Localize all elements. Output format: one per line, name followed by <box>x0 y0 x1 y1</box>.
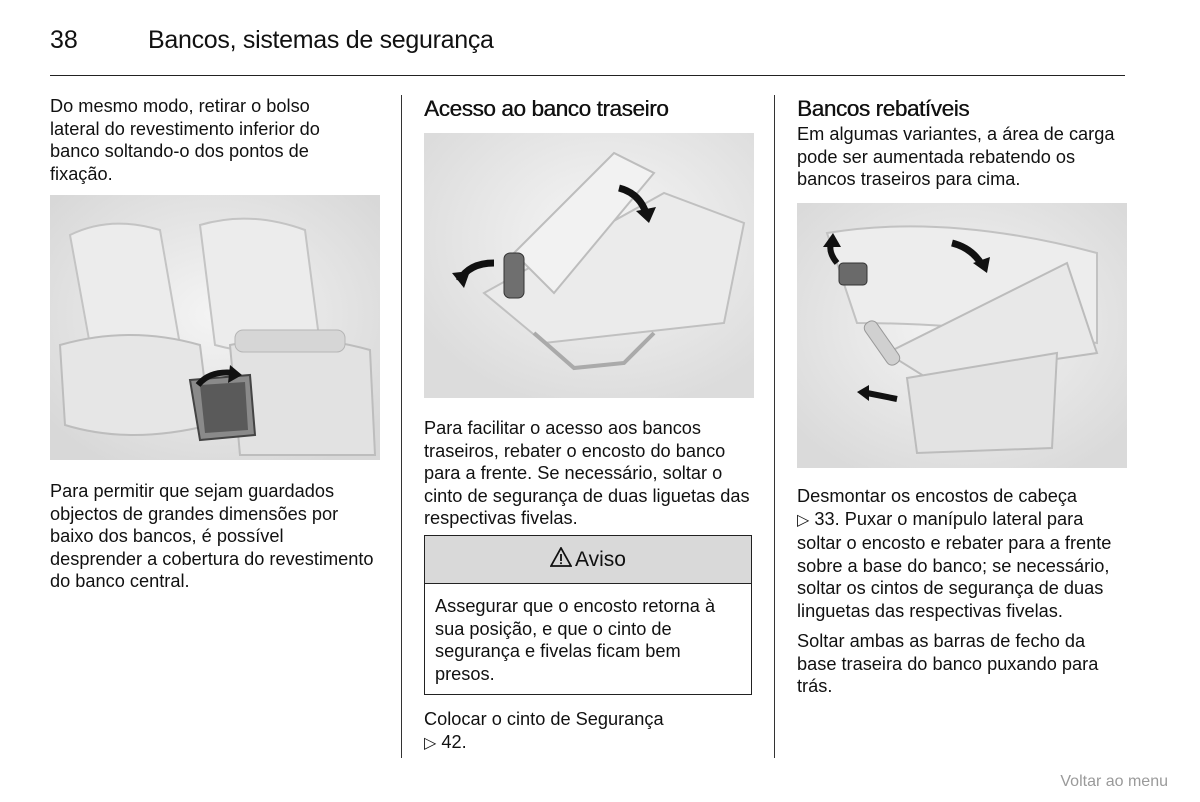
col3-paragraph-2 <box>797 485 1127 622</box>
col2-paragraph-1: Para facilitar o acesso aos bancos traseiros, rebater o encosto do banco para a frente. Se necessário, soltar o cinto de segurança de duas liguetas das respectivas fivelas. <box>424 418 750 528</box>
col3-reference-page: 33. <box>814 508 840 529</box>
warning-title: Aviso <box>575 547 626 571</box>
col1-paragraph-1: Do mesmo modo, retirar o bolso lateral do revestimento inferior do banco soltando-o dos pontos de fixação. <box>50 96 320 184</box>
column-divider-2 <box>774 95 775 758</box>
warning-text: Assegurar que o encosto retorna à sua posição, e que o cinto de segurança e fivelas ficam bem presos. <box>435 596 716 684</box>
col3-paragraph-2-lead: Desmontar os encostos de cabeça <box>797 486 1078 506</box>
column-2-text <box>424 417 754 530</box>
col2-reference[interactable] <box>424 731 754 756</box>
column-2 <box>424 95 754 123</box>
column-3 <box>797 95 1127 191</box>
reference-arrow-icon[interactable]: ▷ <box>797 511 810 529</box>
illustration-folding-seats <box>797 203 1127 468</box>
column-2-bottom <box>424 708 754 755</box>
col2-reference-page: 42. <box>441 731 467 752</box>
back-to-menu-link[interactable]: Voltar ao menu <box>1060 773 1168 790</box>
col3-paragraph-2-body: Puxar o manípulo lateral para soltar o encosto e rebater para a frente sobre a base do banco; se necessário, soltar os cintos de segurança de duas linguetas das respectivas fivelas. <box>797 508 1112 621</box>
page-title: Bancos, sistemas de segurança <box>148 26 494 54</box>
column-divider-1 <box>401 95 402 758</box>
col2-paragraph-2: Colocar o cinto de Segurança <box>424 709 664 729</box>
column-1-lower <box>50 480 380 593</box>
warning-header <box>425 536 751 584</box>
column-3-text <box>797 485 1127 698</box>
header-rule <box>50 75 1125 76</box>
col3-paragraph-1: Em algumas variantes, a área de carga pode ser aumentada rebatendo os bancos traseiros para cima. <box>797 124 1115 189</box>
section-heading-rear-seat-access: Acesso ao banco traseiro <box>424 96 669 121</box>
col3-paragraph-3: Soltar ambas as barras de fecho da base traseira do banco puxando para trás. <box>797 631 1099 696</box>
warning-box <box>424 535 752 695</box>
illustration-seat-side-pocket <box>50 195 380 460</box>
illustration-rear-seat-fold <box>424 133 754 398</box>
section-heading-folding-seats: Bancos rebatíveis <box>797 96 970 121</box>
column-1 <box>50 95 380 185</box>
reference-arrow-icon: ▷ <box>424 734 437 752</box>
col1-paragraph-2: Para permitir que sejam guardados objectos de grandes dimensões por baixo dos bancos, é possível desprender a cobertura do revestimento do banco central. <box>50 481 374 591</box>
page-number: 38 <box>50 26 78 54</box>
warning-triangle-icon <box>550 547 572 573</box>
